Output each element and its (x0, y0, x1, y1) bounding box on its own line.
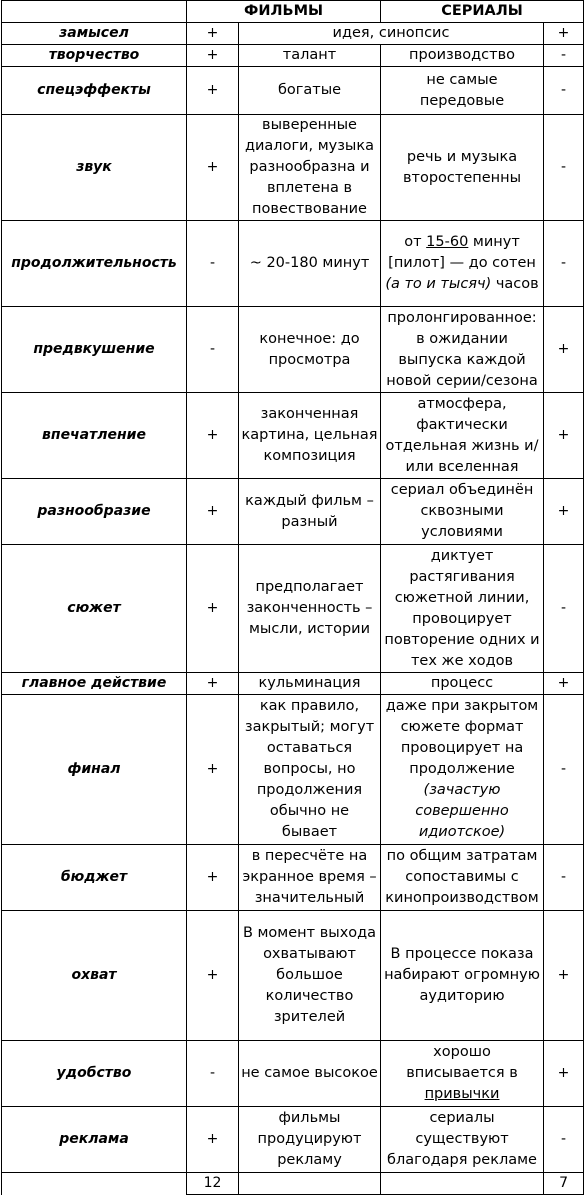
corner-cell (2, 1, 187, 23)
series-text (381, 221, 544, 307)
film-mark: + (187, 845, 239, 911)
table-row (2, 911, 584, 1041)
film-mark: - (187, 307, 239, 393)
series-total: 7 (544, 1173, 584, 1195)
series-mark: + (544, 393, 584, 479)
film-mark: + (187, 479, 239, 545)
series-mark: + (544, 911, 584, 1041)
shared-text: идея, синопсис (239, 23, 544, 45)
film-text: богатые (239, 67, 381, 115)
table-row (2, 673, 584, 695)
criterion-cell: впечатление (2, 393, 187, 479)
header-row (2, 1, 584, 23)
criterion-cell: предвкушение (2, 307, 187, 393)
film-text: не самое высокое (239, 1041, 381, 1107)
film-mark: + (187, 695, 239, 845)
series-mark: - (544, 695, 584, 845)
series-mark: - (544, 221, 584, 307)
totals-empty-cell (381, 1173, 544, 1195)
film-mark: + (187, 45, 239, 67)
series-text: речь и музыка второстепенны (381, 115, 544, 221)
series-mark: + (544, 23, 584, 45)
criterion-cell: звук (2, 115, 187, 221)
films-header: ФИЛЬМЫ (187, 1, 381, 23)
series-text-underlined: 15-60 (426, 234, 469, 250)
series-text: по общим затратам сопоставимы с кинопроизводством (381, 845, 544, 911)
totals-empty-cell (239, 1173, 381, 1195)
film-text: кульминация (239, 673, 381, 695)
film-mark: - (187, 1041, 239, 1107)
film-text: конечное: до просмотра (239, 307, 381, 393)
films-total: 12 (187, 1173, 239, 1195)
series-text: производство (381, 45, 544, 67)
series-text-part: минут [пилот] — до сотен (388, 234, 536, 271)
series-text (381, 695, 544, 845)
totals-row (2, 1173, 584, 1195)
table-row (2, 479, 584, 545)
series-mark: - (544, 45, 584, 67)
series-text (381, 1041, 544, 1107)
series-mark: + (544, 479, 584, 545)
totals-empty-cell (2, 1173, 187, 1195)
series-text: сериал объединён сквозными условиями (381, 479, 544, 545)
series-mark: + (544, 307, 584, 393)
criterion-cell: главное действие (2, 673, 187, 695)
table-row (2, 1107, 584, 1173)
series-mark: - (544, 545, 584, 673)
table-row (2, 845, 584, 911)
film-mark: + (187, 911, 239, 1041)
film-mark: + (187, 23, 239, 45)
film-text: выверенные диалоги, музыка разнообразна и вплетена в повествование (239, 115, 381, 221)
film-text: предполагает законченность – мысли, истории (239, 545, 381, 673)
series-header: СЕРИАЛЫ (381, 1, 584, 23)
series-mark: - (544, 115, 584, 221)
film-text: каждый фильм – разный (239, 479, 381, 545)
film-mark: + (187, 115, 239, 221)
criterion-cell: реклама (2, 1107, 187, 1173)
table-row (2, 393, 584, 479)
film-text: в пересчёте на экранное время – значительный (239, 845, 381, 911)
series-mark: - (544, 1107, 584, 1173)
film-mark: + (187, 67, 239, 115)
film-text: как правило, закрытый; могут оставаться вопросы, но продолжения обычно не бывает (239, 695, 381, 845)
table-row (2, 695, 584, 845)
film-text: В момент выхода охватывают большое количество зрителей (239, 911, 381, 1041)
series-mark: + (544, 673, 584, 695)
table-row (2, 1041, 584, 1107)
criterion-cell: замысел (2, 23, 187, 45)
table-row (2, 115, 584, 221)
film-text: фильмы продуцируют рекламу (239, 1107, 381, 1173)
table-row (2, 23, 584, 45)
table-row (2, 67, 584, 115)
table-row (2, 307, 584, 393)
film-text: ~ 20-180 минут (239, 221, 381, 307)
film-mark: + (187, 393, 239, 479)
series-text-part: часов (491, 276, 539, 292)
criterion-cell: удобство (2, 1041, 187, 1107)
series-text: процесс (381, 673, 544, 695)
series-text-underlined: привычки (424, 1086, 500, 1102)
series-text: диктует растягивания сюжетной линии, провоцирует повторение одних и тех же ходов (381, 545, 544, 673)
film-text: законченная картина, цельная композиция (239, 393, 381, 479)
series-text-italic: (зачастую совершенно идиотское) (415, 782, 509, 840)
series-text-part: от (404, 234, 427, 250)
film-mark: + (187, 673, 239, 695)
series-text: В процессе показа набирают огромную аудиторию (381, 911, 544, 1041)
series-mark: + (544, 1041, 584, 1107)
series-text-italic: (а то и тысяч) (385, 276, 492, 292)
criterion-cell: продолжительность (2, 221, 187, 307)
series-text-part: даже при закрытом сюжете формат провоцирует на продолжение (385, 698, 539, 777)
table-row (2, 45, 584, 67)
series-mark: - (544, 67, 584, 115)
series-text: атмосфера, фактически отдельная жизнь и/или вселенная (381, 393, 544, 479)
series-text-part: хорошо вписывается в (406, 1044, 518, 1081)
series-text: не самые передовые (381, 67, 544, 115)
film-mark: + (187, 1107, 239, 1173)
criterion-cell: спецэффекты (2, 67, 187, 115)
criterion-cell: разнообразие (2, 479, 187, 545)
film-mark: - (187, 221, 239, 307)
criterion-cell: финал (2, 695, 187, 845)
series-mark: - (544, 845, 584, 911)
table-row (2, 221, 584, 307)
criterion-cell: бюджет (2, 845, 187, 911)
film-text: талант (239, 45, 381, 67)
table-row (2, 545, 584, 673)
criterion-cell: творчество (2, 45, 187, 67)
series-text: пролонгированное: в ожидании выпуска каждой новой серии/сезона (381, 307, 544, 393)
series-text: сериалы существуют благодаря рекламе (381, 1107, 544, 1173)
film-mark: + (187, 545, 239, 673)
criterion-cell: охват (2, 911, 187, 1041)
films-vs-series-table (1, 0, 584, 1195)
criterion-cell: сюжет (2, 545, 187, 673)
